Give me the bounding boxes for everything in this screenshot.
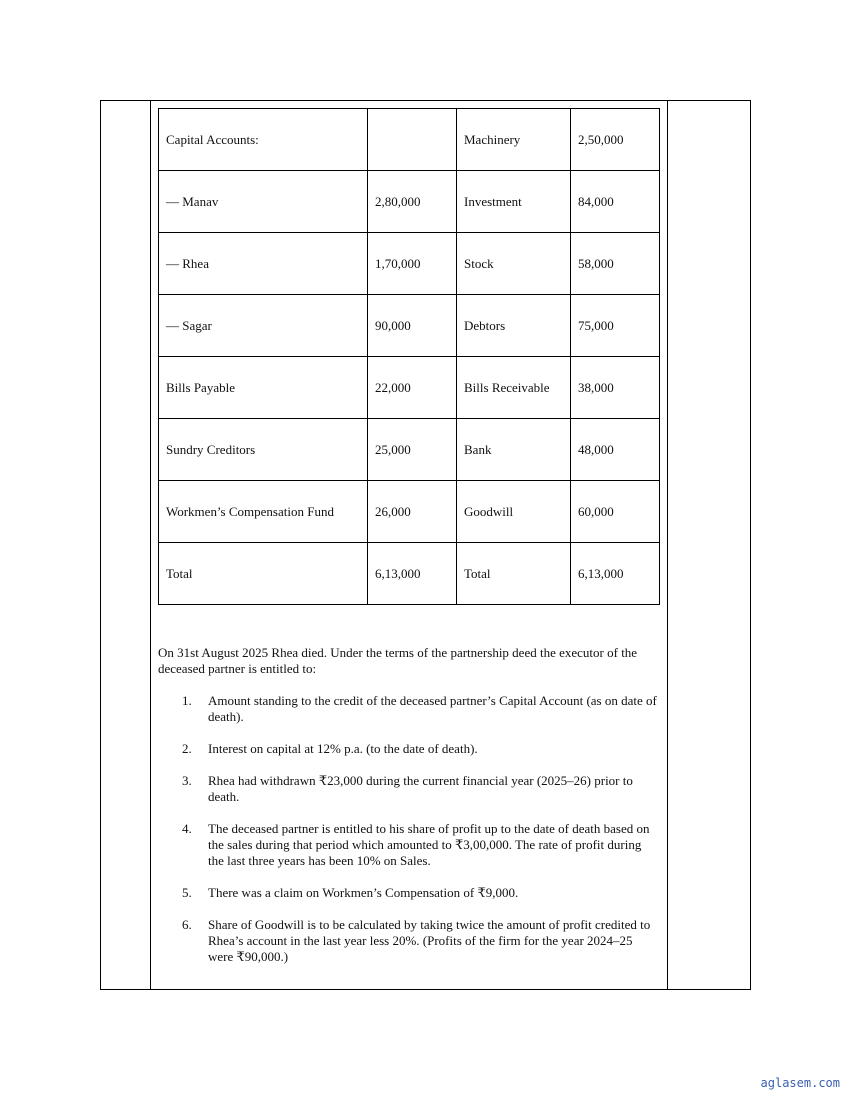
liability-cell: — Manav bbox=[159, 171, 368, 233]
asset-cell: Machinery bbox=[457, 109, 571, 171]
table-row bbox=[159, 481, 660, 543]
table-row bbox=[159, 109, 660, 171]
asset-total-label: Total bbox=[457, 543, 571, 605]
liability-cell: Capital Accounts: bbox=[159, 109, 368, 171]
list-item bbox=[158, 917, 658, 965]
asset-amount-cell: 2,50,000 bbox=[571, 109, 660, 171]
asset-amount-cell: 60,000 bbox=[571, 481, 660, 543]
right-column-divider bbox=[667, 100, 668, 990]
list-item-text: There was a claim on Workmen’s Compensation of ₹9,000. bbox=[208, 885, 519, 900]
list-item-text: Share of Goodwill is to be calculated by taking twice the amount of profit credited to Rhea’s account in the last year less 20%. (Profits of the firm for the year 2024–25 were ₹90,000.) bbox=[208, 917, 651, 964]
asset-cell: Stock bbox=[457, 233, 571, 295]
list-item-text: Interest on capital at 12% p.a. (to the date of death). bbox=[208, 741, 478, 756]
list-item-number: 6. bbox=[182, 917, 192, 932]
list-item-text: Amount standing to the credit of the deceased partner’s Capital Account (as on date of death). bbox=[208, 693, 657, 724]
list-item-text: Rhea had withdrawn ₹23,000 during the current financial year (2025–26) prior to death. bbox=[208, 773, 633, 804]
list-item-number: 2. bbox=[182, 741, 192, 756]
list-item bbox=[158, 693, 658, 725]
table-row bbox=[159, 419, 660, 481]
list-item bbox=[158, 885, 658, 901]
list-item bbox=[158, 773, 658, 805]
liability-cell: Sundry Creditors bbox=[159, 419, 368, 481]
list-item bbox=[158, 821, 658, 869]
list-item-number: 3. bbox=[182, 773, 192, 788]
liability-cell: — Sagar bbox=[159, 295, 368, 357]
footer-watermark-link[interactable]: aglasem.com bbox=[760, 1076, 840, 1090]
list-item-number: 4. bbox=[182, 821, 192, 836]
list-item-number: 1. bbox=[182, 693, 192, 708]
table-row bbox=[159, 171, 660, 233]
terms-list bbox=[158, 693, 658, 965]
asset-amount-cell: 58,000 bbox=[571, 233, 660, 295]
question-body bbox=[158, 645, 658, 981]
liability-amount-cell: 25,000 bbox=[368, 419, 457, 481]
asset-amount-cell: 48,000 bbox=[571, 419, 660, 481]
asset-cell: Debtors bbox=[457, 295, 571, 357]
liability-total-label: Total bbox=[159, 543, 368, 605]
table-row bbox=[159, 233, 660, 295]
liability-amount-cell: 90,000 bbox=[368, 295, 457, 357]
liability-amount-cell bbox=[368, 109, 457, 171]
asset-cell: Bills Receivable bbox=[457, 357, 571, 419]
table-row bbox=[159, 357, 660, 419]
left-column-divider bbox=[150, 100, 151, 990]
liability-cell: — Rhea bbox=[159, 233, 368, 295]
table-row-total bbox=[159, 543, 660, 605]
balance-sheet-table bbox=[158, 108, 660, 605]
liability-amount-cell: 1,70,000 bbox=[368, 233, 457, 295]
asset-cell: Bank bbox=[457, 419, 571, 481]
asset-cell: Investment bbox=[457, 171, 571, 233]
asset-amount-cell: 75,000 bbox=[571, 295, 660, 357]
list-item-text: The deceased partner is entitled to his share of profit up to the date of death based on the sales during that period which amounted to ₹3,00,000. The rate of profit during the last three years has been 10% on Sales. bbox=[208, 821, 650, 868]
asset-cell: Goodwill bbox=[457, 481, 571, 543]
list-item-number: 5. bbox=[182, 885, 192, 900]
asset-total-amount: 6,13,000 bbox=[571, 543, 660, 605]
intro-paragraph: On 31st August 2025 Rhea died. Under the terms of the partnership deed the executor of the deceased partner is entitled to: bbox=[158, 645, 638, 676]
liability-total-amount: 6,13,000 bbox=[368, 543, 457, 605]
asset-amount-cell: 84,000 bbox=[571, 171, 660, 233]
liability-cell: Workmen’s Compensation Fund bbox=[159, 481, 368, 543]
liability-amount-cell: 26,000 bbox=[368, 481, 457, 543]
list-item bbox=[158, 741, 658, 757]
asset-amount-cell: 38,000 bbox=[571, 357, 660, 419]
table-row bbox=[159, 295, 660, 357]
liability-amount-cell: 2,80,000 bbox=[368, 171, 457, 233]
liability-amount-cell: 22,000 bbox=[368, 357, 457, 419]
liability-cell: Bills Payable bbox=[159, 357, 368, 419]
